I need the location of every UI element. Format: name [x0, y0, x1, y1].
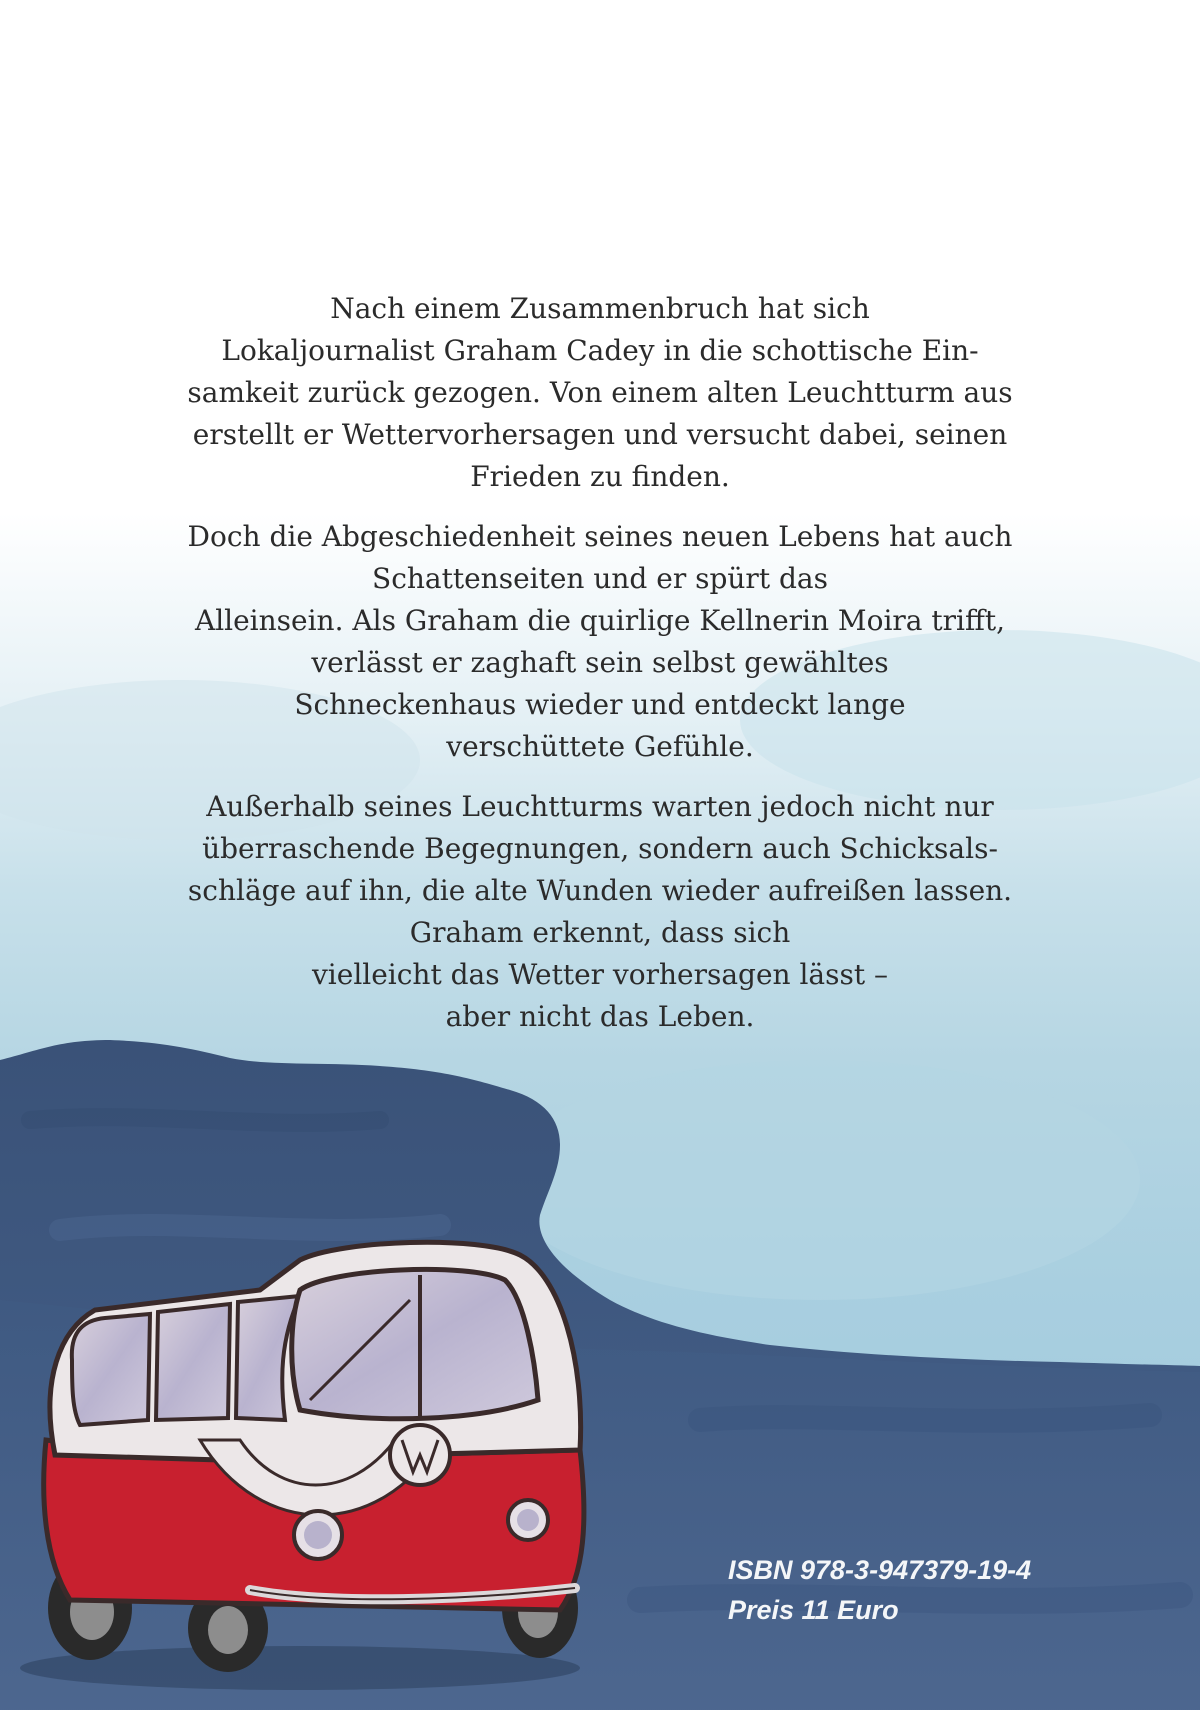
blurb-line: schläge auf ihn, die alte Wunden wieder aufreißen lassen.	[187, 874, 1013, 907]
wash-stroke	[30, 1117, 380, 1123]
vw-logo-icon	[390, 1425, 450, 1485]
blurb-line: aber nicht das Leben.	[445, 1000, 755, 1033]
headlight-right-icon	[508, 1500, 548, 1540]
isbn-number: ISBN 978-3-947379-19-4	[728, 1555, 1032, 1585]
blurb-line: verschüttete Gefühle.	[446, 730, 754, 763]
blurb-text	[150, 288, 1050, 1056]
isbn-price-block	[728, 1550, 1031, 1630]
headlight-left-icon	[294, 1511, 342, 1559]
blurb-line: überraschende Begegnungen, sondern auch Schicksals-	[202, 832, 998, 865]
blurb-line: Graham erkennt, dass sich	[409, 916, 791, 949]
price-label: Preis 11 Euro	[728, 1595, 899, 1625]
blurb-paragraph	[150, 288, 1050, 498]
blurb-line: Doch die Abgeschiedenheit seines neuen Lebens hat auch	[187, 520, 1013, 553]
bus-side-window	[156, 1304, 230, 1420]
blurb-paragraph	[150, 516, 1050, 768]
blurb-line: Nach einem Zusammenbruch hat sich	[330, 292, 870, 325]
blurb-line: Frieden zu finden.	[470, 460, 730, 493]
bus-windshield	[292, 1269, 538, 1418]
blurb-line: Lokaljournalist Graham Cadey in die schottische Ein-	[221, 334, 979, 367]
blurb-line: Außerhalb seines Leuchtturms warten jedoch nicht nur	[206, 790, 994, 823]
blurb-line: vielleicht das Wetter vorhersagen lässt –	[311, 958, 889, 991]
blurb-line: Schneckenhaus wieder und entdeckt lange	[294, 688, 906, 721]
blurb-line: verlässt er zaghaft sein selbst gewähltes	[311, 646, 889, 679]
wash-stroke	[700, 1415, 1150, 1421]
cloud-wash	[500, 1060, 1140, 1300]
blurb-line: erstellt er Wettervorhersagen und versucht dabei, seinen	[192, 418, 1008, 451]
wash-stroke	[60, 1225, 440, 1230]
blurb-line: Alleinsein. Als Graham die quirlige Kellnerin Moira trifft,	[194, 604, 1006, 637]
bus-side-window	[72, 1314, 150, 1425]
blurb-paragraph	[150, 786, 1050, 1038]
blurb-line: samkeit zurück gezogen. Von einem alten Leuchtturm aus	[187, 376, 1013, 409]
blurb-line: Schattenseiten und er spürt das	[372, 562, 828, 595]
